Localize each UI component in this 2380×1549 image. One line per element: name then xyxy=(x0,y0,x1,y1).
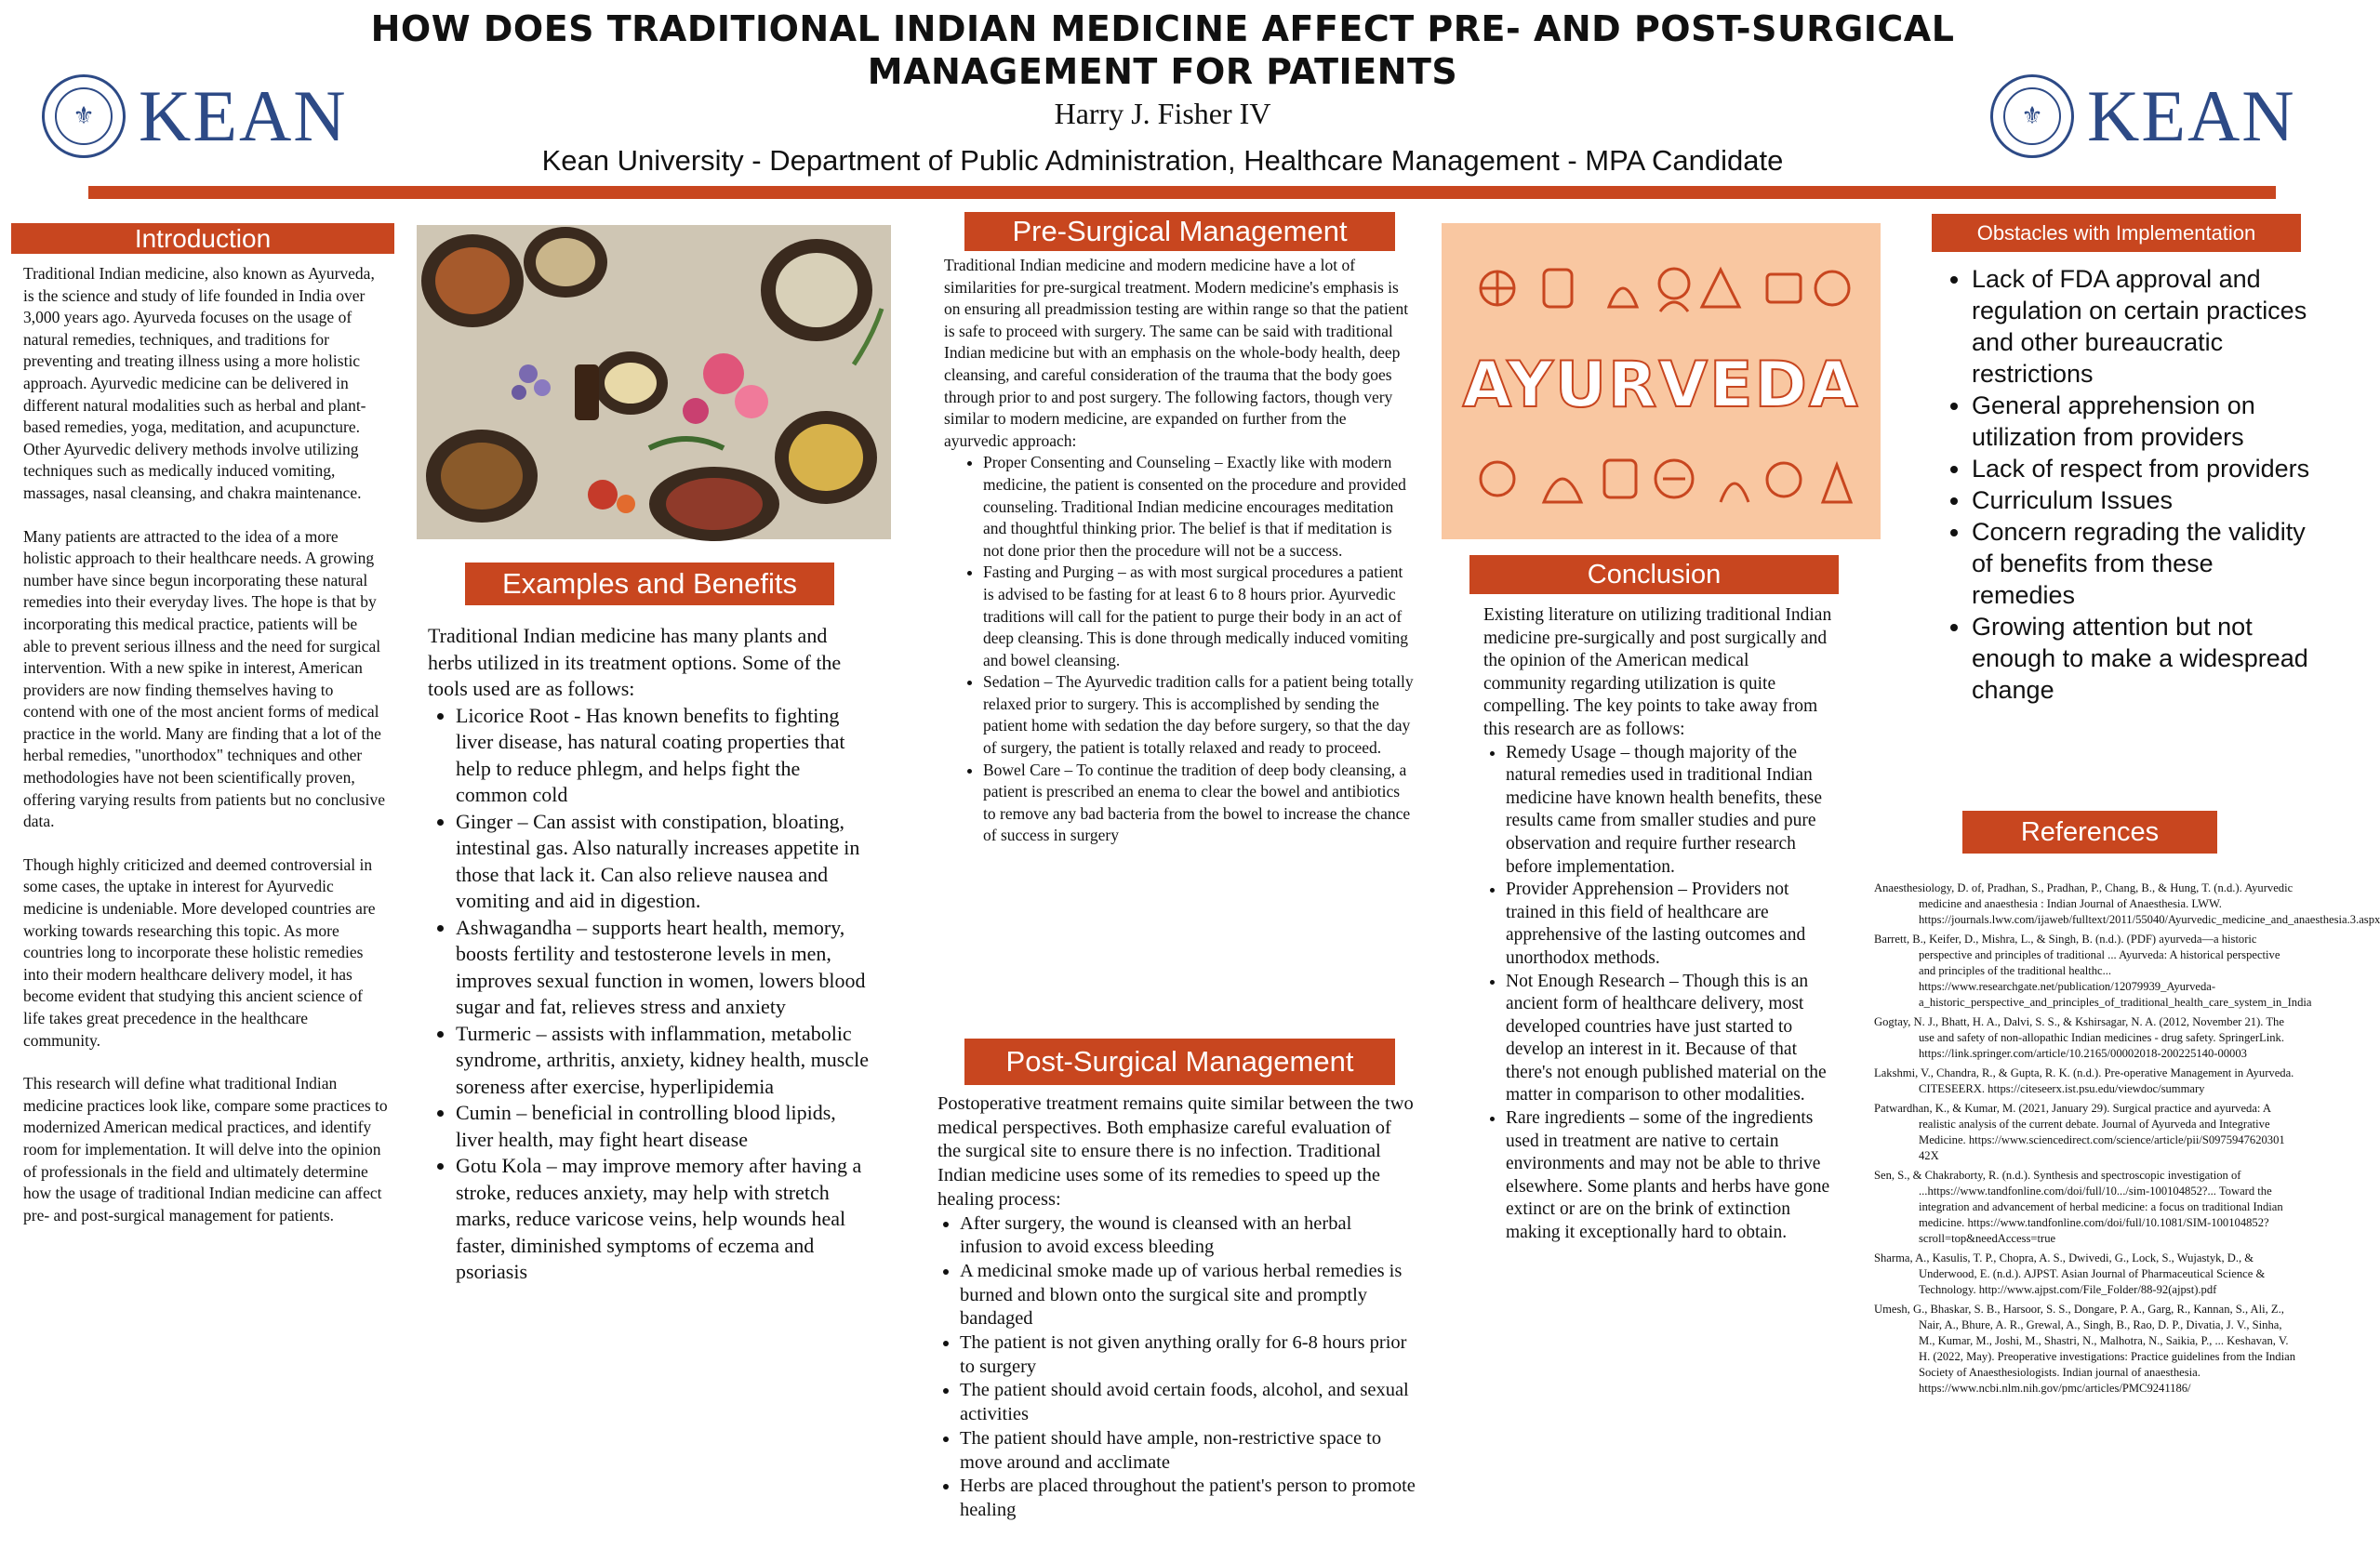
post-surgical-intro: Postoperative treatment remains quite similar between the two medical perspectives. Both emphasize careful evaluation of the surgical site to ensure there is no infection. Traditional Indian medicine uses some of its remedies to speed up the healing process: xyxy=(937,1093,1414,1210)
conclusion-body xyxy=(1483,604,1832,1245)
intro-paragraph: This research will define what traditional Indian medicine practices look like, compare some practices to modernized American medical practices, and identify room for implementation. It will delve into the opinion of professionals in the field and ultimately determine how the usage of traditional Indian medicine can affect pre- and post-surgical management for patients. xyxy=(23,1074,388,1225)
logo-wordmark: KEAN xyxy=(139,75,348,156)
introduction-body xyxy=(23,263,388,1248)
logo-wordmark: KEAN xyxy=(2087,75,2296,156)
references-list xyxy=(1874,880,2380,1400)
header-divider xyxy=(88,186,2276,199)
list-item: • Cumin – beneficial in controlling blood lipids, liver health, may fight heart disease xyxy=(456,1100,870,1153)
examples-heading: Examples and Benefits xyxy=(465,563,834,605)
post-surgical-list xyxy=(937,1212,1416,1523)
list-item: • Remedy Usage – though majority of the natural remedies used in traditional Indian medicine have known health benefits, these results came from smaller studies and pure observation and require further research before implementation. xyxy=(1506,742,1832,880)
reference-item: Anaesthesiology, D. of, Pradhan, S., Pradhan, P., Chang, B., & Hung, T. (n.d.). Ayurvedic medicine and anaesthesia : Indian Journal of Anaesthesia. LWW. https://journals.lww.com/ijaweb/fulltext/2011/55040/Ayurvedic_medicine_and_anaesthesia.3.aspx xyxy=(1874,881,2380,926)
author-name: Harry J. Fisher IV xyxy=(1054,97,1271,130)
list-item: • The patient should avoid certain foods, alcohol, and sexual activities xyxy=(960,1379,1416,1426)
affiliation: Kean University - Department of Public Administration, Healthcare Management - MPA Candidate xyxy=(541,144,1784,177)
kean-seal-icon: ⚜ xyxy=(42,74,126,158)
list-item: • Concern regrading the validity of benefits from these remedies xyxy=(1972,516,2320,611)
ayurveda-illustration xyxy=(1442,223,1881,539)
list-item: • Not Enough Research – Though this is an ancient form of healthcare delivery, most developed countries have just started to develop an interest in it. Because of that there's not enough published material on the matter in comparison to other modalities. xyxy=(1506,971,1832,1108)
pre-surgical-intro: Traditional Indian medicine and modern medicine have a lot of similarities for pre-surgical treatment. Modern medicine's emphasis is on ensuring all preadmission testing are within range so that the patient is safe to proceed with surgery. The same can be said with traditional Indian medicine but with an emphasis on the whole-body health, deep cleansing, and careful consideration of the trauma that the body goes through prior to and post surgery. The following factors, though very similar to modern medicine, are expanded on further from the ayurvedic approach: xyxy=(944,256,1409,450)
list-item: • Lack of respect from providers xyxy=(1972,453,2320,484)
post-surgical-heading: Post-Surgical Management xyxy=(964,1039,1395,1085)
herbs-spices-photo xyxy=(417,225,891,539)
list-item: • A medicinal smoke made up of various herbal remedies is burned and blown onto the surgical site and promptly bandaged xyxy=(960,1260,1416,1331)
list-item: • Ashwagandha – supports heart health, memory, boosts fertility and testosterone levels in men, improves sexual function in women, lowers blood sugar and fat, relieves stress and anxiety xyxy=(456,915,870,1021)
intro-paragraph: Many patients are attracted to the idea of a more holistic approach to their healthcare needs. A growing number have since begun incorporating these natural remedies into their everyday lives. The hope is that by incorporating this medical practice, patients will be able to prevent serious illness and the need for surgical intervention. With a new spike in interest, American providers are now finding themselves having to contend with one of the most ancient forms of medical practice in the world. Many are finding that a lot of the herbal remedies, "unorthodox" techniques and other methodologies have not been scientifically proven, offering varying results from patients but no conclusive data. xyxy=(23,526,385,831)
kean-logo-right xyxy=(1990,65,2296,167)
list-item: • Bowel Care – To continue the tradition of deep body cleansing, a patient is prescribed an enema to clear the bowel and antibiotics to remove any bad bacteria from the bowel to increase the chance of success in surgery xyxy=(983,760,1414,847)
reference-item: Barrett, B., Keifer, D., Mishra, L., & Singh, B. (n.d.). (PDF) ayurveda—a historic perspective and principles of traditional ... Ayurveda: A historical perspective and principles of the traditional healthc... https://www.researchgate.net/publication/12079939_Ayurveda-a_historic_perspective_and_principles_of_traditional_health_care_system_in_India xyxy=(1874,933,2312,1009)
reference-item: Sharma, A., Kasulis, T. P., Chopra, A. S., Dwivedi, G., Lock, S., Wujastyk, D., & Underwood, E. (n.d.). AJPST. Asian Journal of Pharmaceutical Science & Technology. http://www.ajpst.com/File_Folder/88-92(ajpst).pdf xyxy=(1874,1251,2266,1296)
reference-item: Patwardhan, K., & Kumar, M. (2021, January 29). Surgical practice and ayurveda: A realistic analysis of the current debate. Journal of Ayurveda and Integrative Medicine. https://www.sciencedirect.com/science/article/pii/S0975947620301 42X xyxy=(1874,1102,2285,1162)
obstacles-list xyxy=(1935,263,2320,706)
conclusion-intro: Existing literature on utilizing traditional Indian medicine pre-surgically and post surgically and the opinion of the American medical community regarding utilization is quite compelling. The key points to take away from this research are as follows: xyxy=(1483,605,1832,739)
kean-seal-icon: ⚜ xyxy=(1990,74,2074,158)
list-item: • Sedation – The Ayurvedic tradition calls for a patient being totally relaxed prior to surgery. This is accomplished by sending the patient home with sedation the day before surgery, so that the day of surgery, the patient is totally relaxed and ready to proceed. xyxy=(983,671,1414,759)
intro-paragraph: Traditional Indian medicine, also known as Ayurveda, is the science and study of life founded in India over 3,000 years ago. Ayurveda focuses on the usage of natural remedies, techniques, and traditions for preventing and treating illness using a more holistic approach. Ayurvedic medicine can be delivered in different natural modalities such as herbal and plant-based remedies, yoga, meditation, and acupuncture. Other Ayurvedic delivery methods involve utilizing techniques such as medically induced vomiting, massages, nasal cleansing, and chakra maintenance. xyxy=(23,264,375,502)
obstacles-heading: Obstacles with Implementation xyxy=(1932,214,2301,252)
list-item: • Growing attention but not enough to make a widespread change xyxy=(1972,611,2320,706)
list-item: • Rare ingredients – some of the ingredients used in treatment are native to certain environments and may not be able to thrive elsewhere. Some plants and herbs have gone extinct or are on the brink of extinction making it exceptionally hard to obtain. xyxy=(1506,1107,1832,1245)
list-item: • Herbs are placed throughout the patient's person to promote healing xyxy=(960,1475,1416,1522)
list-item: • Ginger – Can assist with constipation, bloating, intestinal gas. Also naturally increases appetite in those that lack it. Can also relieve nausea and vomiting and aid in digestion. xyxy=(456,809,870,915)
introduction-heading: Introduction xyxy=(11,223,394,254)
intro-paragraph: Though highly criticized and deemed controversial in some cases, the uptake in interest for Ayurvedic medicine is undeniable. More developed countries are working towards researching this topic. As more countries long to incorporate these holistic remedies into their modern healthcare delivery model, it has become evident that studying this ancient science of life takes great precedence in the healthcare community. xyxy=(23,854,376,1050)
conclusion-list xyxy=(1483,742,1832,1245)
reference-item: Lakshmi, V., Chandra, R., & Gupta, R. K. (n.d.). Pre-operative Management in Ayurveda. CITESEERX. https://citeseerx.ist.psu.edu/viewdoc/summary xyxy=(1874,1066,2294,1095)
list-item: • General apprehension on utilization from providers xyxy=(1972,390,2320,453)
examples-body xyxy=(428,623,870,1286)
pre-surgical-list xyxy=(944,452,1414,847)
kean-logo-left xyxy=(42,65,348,167)
pre-surgical-heading: Pre-Surgical Management xyxy=(964,212,1395,251)
list-item: • Licorice Root - Has known benefits to fighting liver disease, has natural coating properties that help to reduce phlegm, and helps fight the common cold xyxy=(456,703,870,809)
list-item: • Lack of FDA approval and regulation on certain practices and other bureaucratic restrictions xyxy=(1972,263,2320,390)
list-item: • Fasting and Purging – as with most surgical procedures a patient is advised to be fasting for at least 6 to 8 hours prior. Ayurvedic traditions will call for the patient to purge their body in an act of deep cleansing. This is done through medically induced vomiting and bowel cleansing. xyxy=(983,562,1414,671)
list-item: • Curriculum Issues xyxy=(1972,484,2320,516)
examples-list xyxy=(428,703,870,1286)
reference-item: Gogtay, N. J., Bhatt, H. A., Dalvi, S. S., & Kshirsagar, N. A. (2012, November 21). The use and safety of non-allopathic Indian medicines - drug safety. SpringerLink. https://link.springer.com/article/10.2165/00002018-200225140-00003 xyxy=(1874,1015,2284,1060)
list-item: • The patient should have ample, non-restrictive space to move around and acclimate xyxy=(960,1427,1416,1475)
obstacles-body xyxy=(1935,263,2320,706)
list-item: • Gotu Kola – may improve memory after having a stroke, reduces anxiety, may help with stretch marks, reduce varicose veins, help wounds heal faster, diminished symptoms of eczema and psoriasis xyxy=(456,1153,870,1286)
pre-surgical-body xyxy=(944,255,1414,847)
list-item: • The patient is not given anything orally for 6-8 hours prior to surgery xyxy=(960,1331,1416,1379)
ayurveda-word: AYURVEDA xyxy=(1462,349,1860,422)
references-heading: References xyxy=(1962,811,2217,854)
list-item: • Proper Consenting and Counseling – Exactly like with modern medicine, the patient is consented on the procedure and provided counseling. Traditional Indian medicine encourages meditation and thoughtful thinking prior. The belief is that if meditation is not done prior then the procedure will not be a success. xyxy=(983,452,1414,562)
conclusion-heading: Conclusion xyxy=(1469,555,1839,594)
post-surgical-body xyxy=(937,1092,1416,1523)
list-item: • Provider Apprehension – Providers not trained in this field of healthcare are apprehensive of the lasting outcomes and unorthodox methods. xyxy=(1506,879,1832,970)
reference-item: Sen, S., & Chakraborty, R. (n.d.). Synthesis and spectroscopic investigation of ...https://www.tandfonline.com/doi/full/10.../sim-100104852?... Toward the integration and advancement of herbal medicine: a focus on traditional Indian medicine. https://www.tandfonline.com/doi/full/10.1081/SIM-100104852?scroll=top&needAccess=true xyxy=(1874,1169,2283,1245)
examples-intro: Traditional Indian medicine has many plants and herbs utilized in its treatment options. Some of the tools used are as follows: xyxy=(428,624,842,700)
list-item: • After surgery, the wound is cleansed with an herbal infusion to avoid excess bleeding xyxy=(960,1212,1416,1260)
reference-item: Umesh, G., Bhaskar, S. B., Harsoor, S. S., Dongare, P. A., Garg, R., Kannan, S., Ali, Z., Nair, A., Bhure, A. R., Grewal, A., Singh, B., Rao, D. P., Divatia, J. V., Sinha, M., Kumar, M., Joshi, M., Shastri, N., Malhotra, N., Saikia, P., ... Keshavan, V. H. (2022, May). Preoperative investigations: Practice guidelines from the Indian Society of Anaesthesiologists. Indian journal of anaesthesia. https://www.ncbi.nlm.nih.gov/pmc/articles/PMC9241186/ xyxy=(1874,1303,2295,1395)
poster-title: HOW DOES TRADITIONAL INDIAN MEDICINE AFFECT PRE- AND POST-SURGICAL MANAGEMENT FOR PATIENTS xyxy=(370,8,1955,92)
list-item: • Turmeric – assists with inflammation, metabolic syndrome, arthritis, anxiety, kidney health, muscle soreness after exercise, hyperlipidemia xyxy=(456,1021,870,1101)
